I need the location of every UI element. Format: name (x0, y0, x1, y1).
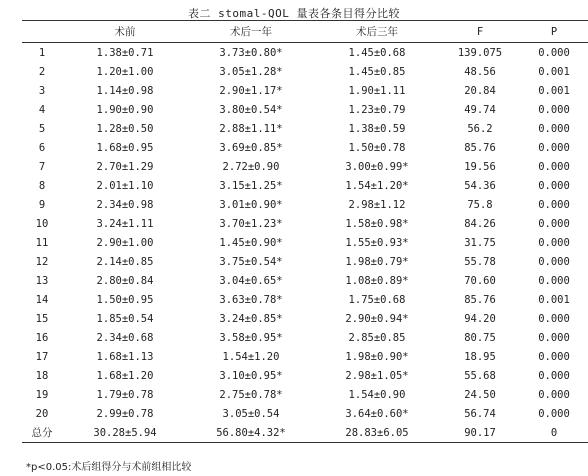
cell-one-year-post: 1.54±1.20 (222, 350, 280, 363)
cell-item: 9 (38, 198, 46, 211)
cell-three-years-post: 1.08±0.89* (345, 274, 409, 287)
cell-one-year-post: 3.04±0.65* (219, 274, 283, 287)
cell-preoperative: 1.68±0.95 (96, 141, 154, 154)
cell-one-year-post: 2.75±0.78* (219, 388, 283, 401)
cell-preoperative: 1.20±1.00 (96, 65, 154, 78)
cell-one-year-post: 3.58±0.95* (219, 331, 283, 344)
cell-preoperative: 1.14±0.98 (96, 84, 154, 97)
cell-f-value: 24.50 (464, 388, 496, 401)
cell-p-value: 0.000 (538, 350, 570, 363)
cell-f-value: 55.78 (464, 255, 496, 268)
table-caption: 表二 stomal-QOL 量表各条目得分比较 (188, 7, 400, 20)
cell-p-value: 0.000 (538, 236, 570, 249)
cell-one-year-post: 2.88±1.11* (219, 122, 283, 135)
cell-preoperative: 1.68±1.20 (96, 369, 154, 382)
cell-preoperative: 2.90±1.00 (96, 236, 154, 249)
table-row (22, 233, 588, 252)
cell-three-years-post: 2.98±1.12 (348, 198, 406, 211)
cell-p-value: 0.000 (538, 274, 570, 287)
cell-f-value: 84.26 (464, 217, 496, 230)
cell-three-years-post: 1.75±0.68 (348, 293, 406, 306)
cell-p-value: 0.000 (538, 369, 570, 382)
table-row (22, 214, 588, 233)
cell-p-value: 0.001 (538, 293, 570, 306)
cell-preoperative: 3.24±1.11 (96, 217, 154, 230)
table-row (22, 404, 588, 423)
cell-item: 8 (38, 179, 46, 192)
cell-three-years-post: 2.90±0.94* (345, 312, 409, 325)
cell-one-year-post: 3.63±0.78* (219, 293, 283, 306)
cell-p-value: 0.000 (538, 46, 570, 59)
cell-item: 15 (35, 312, 49, 325)
cell-f-value: 139.075 (457, 46, 503, 59)
table-row (22, 328, 588, 347)
table-row (22, 385, 588, 404)
cell-three-years-post: 1.50±0.78 (348, 141, 406, 154)
cell-p-value: 0.001 (538, 65, 570, 78)
cell-item: 1 (38, 46, 46, 59)
table-row (22, 43, 588, 63)
table-row (22, 195, 588, 214)
cell-f-value: 90.17 (440, 423, 520, 443)
header-three-years-post: 术后三年 (314, 21, 440, 43)
cell-p-value: 0.000 (538, 122, 570, 135)
cell-preoperative: 1.28±0.50 (96, 122, 154, 135)
cell-item: 4 (38, 103, 46, 116)
cell-preoperative: 1.38±0.71 (96, 46, 154, 59)
table-row (22, 62, 588, 81)
cell-one-year-post: 56.80±4.32* (188, 423, 314, 443)
cell-item: 14 (35, 293, 49, 306)
cell-three-years-post: 1.98±0.90* (345, 350, 409, 363)
cell-item: 20 (35, 407, 49, 420)
cell-preoperative: 1.50±0.95 (96, 293, 154, 306)
header-item (22, 21, 62, 43)
table-row (22, 138, 588, 157)
cell-item: 6 (38, 141, 46, 154)
cell-p-value: 0.000 (538, 331, 570, 344)
cell-p-value: 0.000 (538, 217, 570, 230)
cell-p-value: 0.000 (538, 312, 570, 325)
cell-three-years-post: 1.38±0.59 (348, 122, 406, 135)
cell-p-value: 0.000 (538, 388, 570, 401)
cell-three-years-post: 1.23±0.79 (348, 103, 406, 116)
cell-f-value: 85.76 (464, 141, 496, 154)
cell-p-value: 0.000 (538, 103, 570, 116)
cell-preoperative: 2.34±0.68 (96, 331, 154, 344)
cell-three-years-post: 2.98±1.05* (345, 369, 409, 382)
cell-item: 5 (38, 122, 46, 135)
cell-item: 3 (38, 84, 46, 97)
cell-item: 18 (35, 369, 49, 382)
cell-preoperative: 2.99±0.78 (96, 407, 154, 420)
cell-item: 10 (35, 217, 49, 230)
cell-three-years-post: 1.98±0.79* (345, 255, 409, 268)
cell-f-value: 48.56 (464, 65, 496, 78)
cell-p-value: 0.000 (538, 160, 570, 173)
cell-three-years-post: 2.85±0.85 (348, 331, 406, 344)
table-row (22, 252, 588, 271)
header-row (22, 21, 588, 43)
table-row (22, 290, 588, 309)
cell-p-value: 0.000 (538, 141, 570, 154)
cell-three-years-post: 1.45±0.85 (348, 65, 406, 78)
cell-f-value: 85.76 (464, 293, 496, 306)
cell-item: 2 (38, 65, 46, 78)
table-row (22, 423, 588, 443)
cell-one-year-post: 3.10±0.95* (219, 369, 283, 382)
cell-f-value: 56.2 (467, 122, 493, 135)
table-row (22, 176, 588, 195)
cell-f-value: 20.84 (464, 84, 496, 97)
score-comparison-table (22, 20, 588, 443)
table-body (22, 43, 588, 443)
cell-three-years-post: 1.54±1.20* (345, 179, 409, 192)
cell-three-years-post: 1.55±0.93* (345, 236, 409, 249)
cell-p-value: 0.001 (538, 84, 570, 97)
table-row (22, 347, 588, 366)
cell-one-year-post: 3.05±1.28* (219, 65, 283, 78)
cell-three-years-post: 1.45±0.68 (348, 46, 406, 59)
cell-item: 19 (35, 388, 49, 401)
cell-f-value: 49.74 (464, 103, 496, 116)
table-row (22, 81, 588, 100)
cell-one-year-post: 3.24±0.85* (219, 312, 283, 325)
cell-item: 17 (35, 350, 49, 363)
cell-f-value: 75.8 (467, 198, 493, 211)
cell-three-years-post: 28.83±6.05 (314, 423, 440, 443)
table-row (22, 157, 588, 176)
cell-p-value: 0.000 (538, 255, 570, 268)
cell-f-value: 94.20 (464, 312, 496, 325)
cell-preoperative: 1.85±0.54 (96, 312, 154, 325)
cell-item: 13 (35, 274, 49, 287)
cell-one-year-post: 1.45±0.90* (219, 236, 283, 249)
cell-three-years-post: 1.54±0.90 (348, 388, 406, 401)
cell-one-year-post: 3.70±1.23* (219, 217, 283, 230)
cell-preoperative: 2.01±1.10 (96, 179, 154, 192)
cell-one-year-post: 2.72±0.90 (222, 160, 280, 173)
cell-one-year-post: 2.90±1.17* (219, 84, 283, 97)
cell-item: 16 (35, 331, 49, 344)
cell-item: 总分 (22, 423, 62, 443)
cell-one-year-post: 3.01±0.90* (219, 198, 283, 211)
cell-f-value: 55.68 (464, 369, 496, 382)
table-row (22, 309, 588, 328)
cell-three-years-post: 1.58±0.98* (345, 217, 409, 230)
cell-p-value: 0.000 (538, 198, 570, 211)
table-row (22, 271, 588, 290)
cell-preoperative: 2.14±0.85 (96, 255, 154, 268)
cell-f-value: 56.74 (464, 407, 496, 420)
cell-p-value: 0.000 (538, 407, 570, 420)
footnote: *p<0.05:术后组得分与术前组相比较 (26, 462, 192, 473)
header-preoperative: 术前 (62, 21, 188, 43)
header-p-value: P (520, 21, 588, 43)
cell-preoperative: 2.70±1.29 (96, 160, 154, 173)
cell-three-years-post: 3.64±0.60* (345, 407, 409, 420)
cell-preoperative: 1.68±1.13 (96, 350, 154, 363)
cell-three-years-post: 3.00±0.99* (345, 160, 409, 173)
cell-one-year-post: 3.80±0.54* (219, 103, 283, 116)
table-row (22, 119, 588, 138)
cell-preoperative: 2.34±0.98 (96, 198, 154, 211)
cell-preoperative: 1.79±0.78 (96, 388, 154, 401)
cell-one-year-post: 3.73±0.80* (219, 46, 283, 59)
cell-f-value: 80.75 (464, 331, 496, 344)
cell-f-value: 70.60 (464, 274, 496, 287)
table-row (22, 100, 588, 119)
cell-preoperative: 30.28±5.94 (62, 423, 188, 443)
cell-preoperative: 1.90±0.90 (96, 103, 154, 116)
cell-preoperative: 2.80±0.84 (96, 274, 154, 287)
cell-one-year-post: 3.15±1.25* (219, 179, 283, 192)
cell-f-value: 54.36 (464, 179, 496, 192)
cell-one-year-post: 3.75±0.54* (219, 255, 283, 268)
cell-item: 12 (35, 255, 49, 268)
cell-one-year-post: 3.05±0.54 (222, 407, 280, 420)
header-f-value: F (440, 21, 520, 43)
cell-f-value: 18.95 (464, 350, 496, 363)
cell-f-value: 31.75 (464, 236, 496, 249)
cell-one-year-post: 3.69±0.85* (219, 141, 283, 154)
header-one-year-post: 术后一年 (188, 21, 314, 43)
cell-item: 11 (35, 236, 49, 249)
cell-f-value: 19.56 (464, 160, 496, 173)
cell-three-years-post: 1.90±1.11 (348, 84, 406, 97)
cell-p-value: 0 (520, 423, 588, 443)
cell-item: 7 (38, 160, 46, 173)
cell-p-value: 0.000 (538, 179, 570, 192)
table-row (22, 366, 588, 385)
